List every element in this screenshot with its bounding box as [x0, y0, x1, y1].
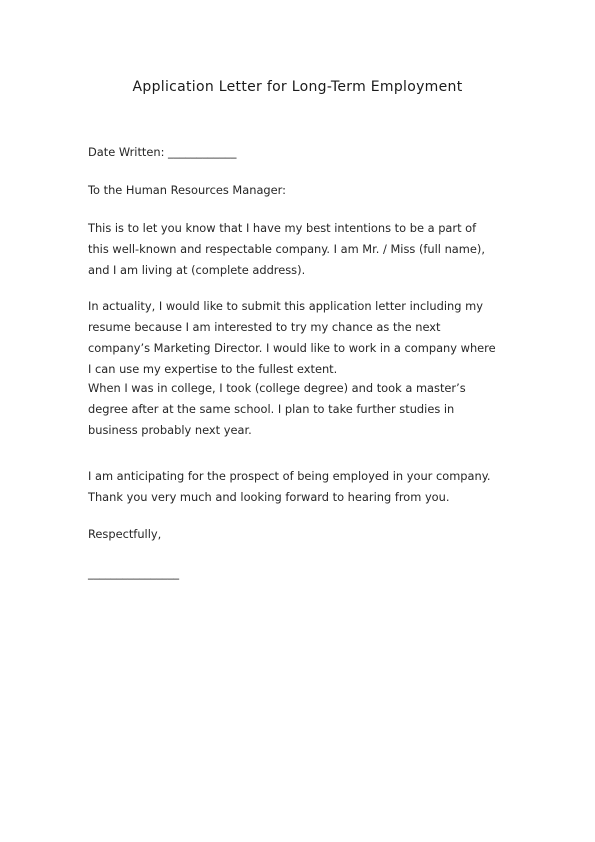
signature-line: ________________: [88, 566, 180, 580]
paragraph-line: In actuality, I would like to submit this application letter including my: [88, 299, 483, 313]
salutation: To the Human Resources Manager:: [88, 183, 286, 197]
paragraph-application: [88, 296, 518, 380]
paragraph-line: this well-known and respectable company. I am Mr. / Miss (full name),: [88, 242, 485, 256]
paragraph-line: I can use my expertise to the fullest extent.: [88, 362, 338, 376]
paragraph-line: I am anticipating for the prospect of being employed in your company.: [88, 469, 491, 483]
paragraph-closing-remarks: [88, 466, 518, 508]
date-written-line: Date Written: ____________: [88, 145, 237, 159]
paragraph-line: business probably next year.: [88, 423, 252, 437]
closing: Respectfully,: [88, 527, 162, 541]
paragraph-line: When I was in college, I took (college degree) and took a master’s: [88, 381, 466, 395]
paragraph-line: and I am living at (complete address).: [88, 263, 306, 277]
paragraph-line: resume because I am interested to try my chance as the next: [88, 320, 441, 334]
paragraph-line: company’s Marketing Director. I would like to work in a company where: [88, 341, 496, 355]
paragraph-line: degree after at the same school. I plan to take further studies in: [88, 402, 455, 416]
paragraph-education: [88, 378, 518, 441]
paragraph-line: Thank you very much and looking forward to hearing from you.: [88, 490, 450, 504]
document-title: Application Letter for Long-Term Employment: [132, 79, 463, 95]
paragraph-intro: [88, 218, 518, 281]
paragraph-line: This is to let you know that I have my best intentions to be a part of: [88, 221, 477, 235]
